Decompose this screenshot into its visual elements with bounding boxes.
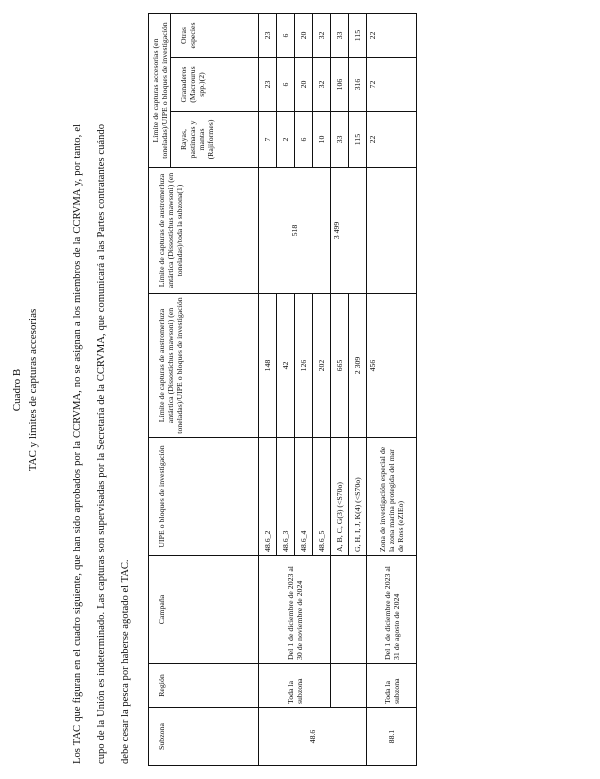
cell-limite-subzona: 518 bbox=[259, 167, 331, 293]
cell-rayas: 6 bbox=[295, 111, 313, 167]
cell-region-empty bbox=[331, 663, 367, 707]
header-uipe: UIPE o bloques de investigación bbox=[149, 437, 259, 555]
cell-rayas: 22 bbox=[367, 111, 417, 167]
cell-subzona: 48.6 bbox=[259, 707, 367, 765]
cell-campana: Del 1 de diciembre de 2023 al 30 de noviembre de 2024 bbox=[259, 555, 331, 663]
table-row bbox=[367, 13, 417, 765]
header-rayas: Rayas, pastinacas y mantas (Rajiformes) bbox=[171, 111, 259, 167]
cell-region: Toda la subzona bbox=[367, 663, 417, 707]
tac-table bbox=[148, 13, 417, 766]
cell-rayas: 33 bbox=[331, 111, 349, 167]
table-number: Cuadro B bbox=[11, 368, 23, 411]
header-limite-subzona: Límite de capturas de austromerluza antártica (Dissostichus mawsoni) (en toneladas)/toda la subzona(1) bbox=[149, 167, 259, 293]
cell-uipe: 48.6_4 bbox=[295, 437, 313, 555]
header-subzona: Subzona bbox=[149, 707, 259, 765]
cell-uipe: A, B, C, G(3) (<S70o) bbox=[331, 437, 349, 555]
cell-limite: 148 bbox=[259, 293, 277, 437]
cell-granaderos: 6 bbox=[277, 57, 295, 111]
cell-limite: 2 309 bbox=[349, 293, 367, 437]
cell-otras: 6 bbox=[277, 13, 295, 57]
cell-uipe: 48.6_3 bbox=[277, 437, 295, 555]
cell-otras: 115 bbox=[349, 13, 367, 57]
cell-otras: 23 bbox=[259, 13, 277, 57]
cell-campana-empty bbox=[331, 555, 367, 663]
header-region: Región bbox=[149, 663, 259, 707]
cell-granaderos: 32 bbox=[313, 57, 331, 111]
header-campana: Campaña bbox=[149, 555, 259, 663]
cell-limite-subzona: 3 499 bbox=[331, 167, 367, 293]
table-row bbox=[259, 13, 277, 765]
cell-rayas: 2 bbox=[277, 111, 295, 167]
cell-granaderos: 72 bbox=[367, 57, 417, 111]
cell-subzona: 88.1 bbox=[367, 707, 417, 765]
cell-granaderos: 20 bbox=[295, 57, 313, 111]
cell-limite: 665 bbox=[331, 293, 349, 437]
intro-paragraph: Los TAC que figuran en el cuadro siguiente, que han sido aprobados por la CCRVMA, no se asignan a los miembros de la CCRVMA y, por tanto, el cupo de la Unión es indeterminado. Las capturas son supervisadas por la Secretaría de la CCRVMA, que comunicará a las Partes contratantes cuándo debe cesar la pesca por haberse agotado el TAC. bbox=[72, 123, 131, 764]
cell-limite: 126 bbox=[295, 293, 313, 437]
header-limite-uipe: Límite de capturas de austromerluza antártica (Dissostichus mawsoni) (en toneladas)/UIPE o bloques de investigación bbox=[149, 293, 259, 437]
table-title: TAC y límites de capturas accesorias bbox=[27, 308, 39, 471]
cell-rayas: 7 bbox=[259, 111, 277, 167]
cell-granaderos: 106 bbox=[331, 57, 349, 111]
cell-region: Toda la subzona bbox=[259, 663, 331, 707]
cell-uipe: Zona de investigación especial de la zona marina protegida del mar de Ross (eZIEo) bbox=[367, 437, 417, 555]
cell-rayas: 10 bbox=[313, 111, 331, 167]
cell-uipe: 48.6_2 bbox=[259, 437, 277, 555]
cell-otras: 32 bbox=[313, 13, 331, 57]
header-otras: Otras especies bbox=[171, 13, 259, 57]
cell-limite: 202 bbox=[313, 293, 331, 437]
rotated-page bbox=[10, 14, 590, 766]
document-header bbox=[10, 14, 40, 766]
cell-granaderos: 316 bbox=[349, 57, 367, 111]
cell-otras: 20 bbox=[295, 13, 313, 57]
cell-uipe: G, H, I, J, K(4) (<S70o) bbox=[349, 437, 367, 555]
cell-granaderos: 23 bbox=[259, 57, 277, 111]
header-granaderos: Granaderos (Macrourus spp.)(2) bbox=[171, 57, 259, 111]
cell-campana: Del 1 de diciembre de 2023 al 31 de agosto de 2024 bbox=[367, 555, 417, 663]
table-row bbox=[331, 13, 349, 765]
cell-limite-subzona-empty bbox=[367, 167, 417, 293]
cell-limite: 456 bbox=[367, 293, 417, 437]
cell-uipe: 48.6_5 bbox=[313, 437, 331, 555]
cell-otras: 22 bbox=[367, 13, 417, 57]
cell-limite: 42 bbox=[277, 293, 295, 437]
cell-rayas: 115 bbox=[349, 111, 367, 167]
header-row-1 bbox=[149, 13, 171, 765]
cell-otras: 33 bbox=[331, 13, 349, 57]
header-accesorias: Límite de capturas accesorias (en toneladas)/UIPE o bloques de investigación bbox=[149, 13, 171, 167]
